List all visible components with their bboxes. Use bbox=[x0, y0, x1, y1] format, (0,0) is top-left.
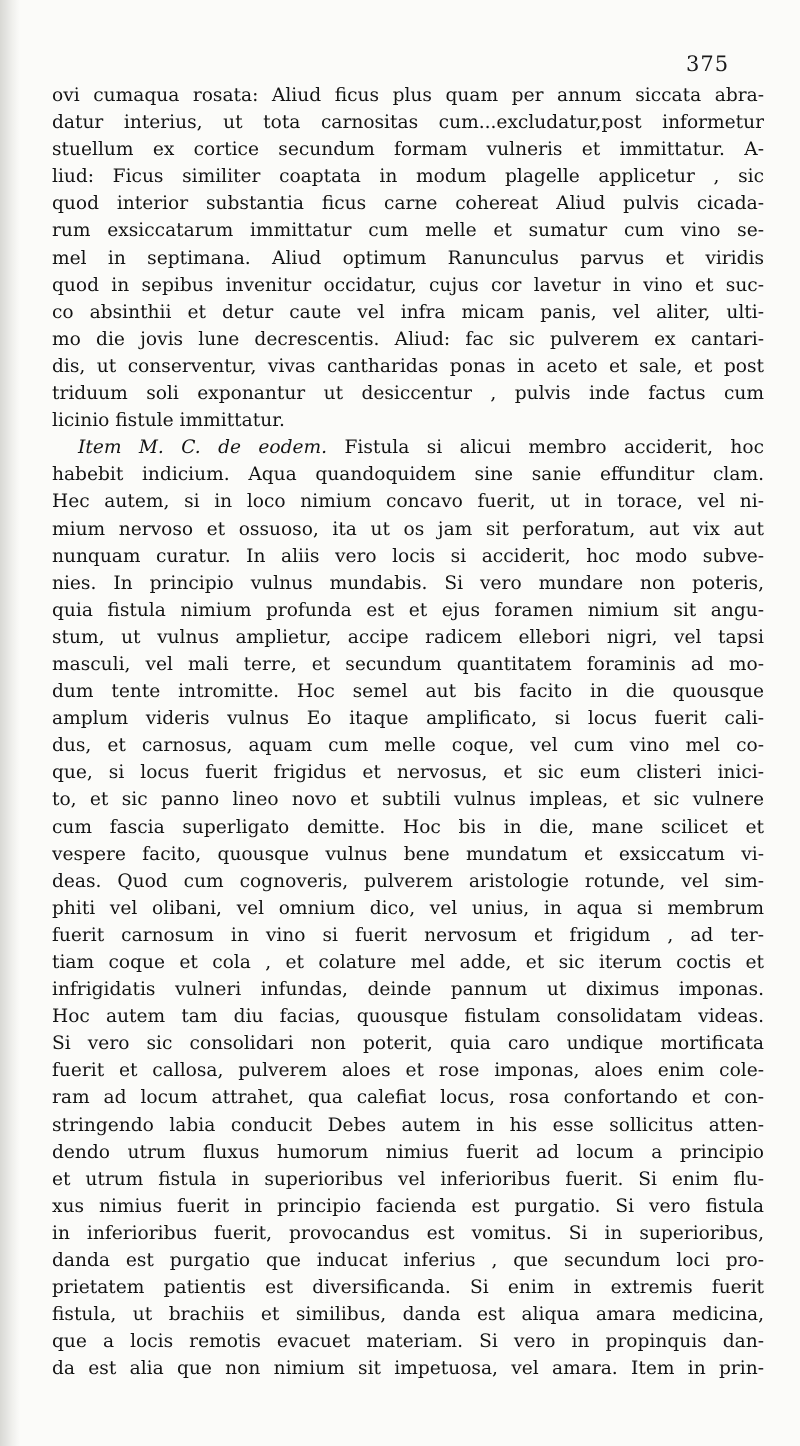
body-text bbox=[52, 82, 764, 1383]
text-line: Si vero sic consolidari non poterit, quia caro undique mortificata bbox=[52, 1033, 764, 1055]
text-line: tiam coque et cola , et colature mel adde, et sic iterum coctis et bbox=[52, 952, 764, 973]
text-line: deas. Quod cum cognoveris, pulverem aristologie rotunde, vel sim- bbox=[52, 870, 764, 892]
text-line: datur interius, ut tota carnositas cum...excludatur,post informetur bbox=[52, 112, 764, 134]
text-line: ram ad locum attrahet, qua calefiat locus, rosa confortando et con- bbox=[52, 1087, 764, 1109]
text-line: dis, ut conserventur, vivas cantharidas ponas in aceto et sale, et post bbox=[52, 355, 764, 377]
text-line: mium nervoso et ossuoso, ita ut os jam sit perforatum, aut vix aut bbox=[52, 518, 764, 540]
page-gutter-shadow bbox=[0, 0, 20, 1446]
text-line: Hoc autem tam diu facias, quousque fistulam consolidatam videas. bbox=[52, 1006, 764, 1028]
text-line: fistula, ut brachiis et similibus, danda est aliqua amara medicina, bbox=[52, 1304, 764, 1326]
text-line: nies. In principio vulnus mundabis. Si vero mundare non poteris, bbox=[52, 572, 764, 594]
text-line: fuerit et callosa, pulverem aloes et rose imponas, aloes enim cole- bbox=[52, 1060, 764, 1082]
text-line: infrigidatis vulneri infundas, deinde pannum ut diximus imponas. bbox=[52, 979, 764, 1001]
text-line: que, si locus fuerit frigidus et nervosus, et sic eum clisteri inici- bbox=[52, 762, 764, 784]
text-line: liud: Ficus similiter coaptata in modum plagelle applicetur , sic bbox=[52, 166, 764, 188]
text-line: co absinthii et detur caute vel infra micam panis, vel aliter, ulti- bbox=[52, 301, 764, 323]
heading-line-text: Fistula si alicui membro acciderit, hoc bbox=[344, 437, 764, 459]
section-heading-line bbox=[52, 434, 764, 461]
text-line: fuerit carnosum in vino si fuerit nervosum et frigidum , ad ter- bbox=[52, 924, 764, 946]
text-line: in inferioribus fuerit, provocandus est vomitus. Si in superioribus, bbox=[52, 1222, 764, 1244]
text-line: dum tente intromitte. Hoc semel aut bis facito in die quousque bbox=[52, 681, 764, 703]
text-line: licinio fistule immittatur. bbox=[52, 410, 285, 432]
text-line: nunquam curatur. In aliis vero locis si acciderit, hoc modo subve- bbox=[52, 545, 764, 567]
text-line: ovi cumaqua rosata: Aliud ficus plus quam per annum siccata abra- bbox=[52, 85, 764, 106]
text-line: da est alia que non nimium sit impetuosa, vel amara. Item in prin- bbox=[52, 1358, 764, 1380]
text-line: mo die jovis lune decrescentis. Aliud: fac sic pulverem ex cantari- bbox=[52, 328, 764, 350]
text-line: amplum videris vulnus Eo itaque amplificato, si locus fuerit cali- bbox=[52, 708, 764, 730]
text-line: triduum soli exponantur ut desiccentur , pulvis inde factus cum bbox=[52, 383, 764, 405]
text-line: dendo utrum fluxus humorum nimius fuerit ad locum a principio bbox=[52, 1141, 764, 1163]
text-line: to, et sic panno lineo novo et subtili vulnus impleas, et sic vulnere bbox=[52, 789, 764, 811]
text-line: stuellum ex cortice secundum formam vulneris et immittatur. A- bbox=[52, 139, 764, 161]
text-line: xus nimius fuerit in principio facienda est purgatio. Si vero fistula bbox=[52, 1195, 764, 1217]
text-line: masculi, vel mali terre, et secundum quantitatem foraminis ad mo- bbox=[52, 653, 764, 675]
text-line: quod in sepibus invenitur occidatur, cujus cor lavetur in vino et suc- bbox=[52, 274, 764, 296]
section-heading: Item M. C. de eodem. bbox=[78, 437, 328, 459]
text-line: rum exsiccatarum immittatur cum melle et sumatur cum vino se- bbox=[52, 220, 764, 242]
text-line: quod interior substantia ficus carne cohereat Aliud pulvis cicada- bbox=[52, 193, 764, 215]
text-line: quia fistula nimium profunda est et ejus foramen nimium sit angu- bbox=[52, 599, 764, 621]
text-line: cum fascia superligato demitte. Hoc bis in die, mane scilicet et bbox=[52, 816, 764, 838]
text-line: dus, et carnosus, aquam cum melle coque, vel cum vino mel co- bbox=[52, 735, 764, 757]
text-line: danda est purgatio que inducat inferius , que secundum loci pro- bbox=[52, 1250, 764, 1272]
text-line: mel in septimana. Aliud optimum Ranunculus parvus et viridis bbox=[52, 247, 764, 269]
text-line: Hec autem, si in loco nimium concavo fuerit, ut in torace, vel ni- bbox=[52, 491, 764, 513]
text-line: et utrum fistula in superioribus vel inferioribus fuerit. Si enim flu- bbox=[52, 1168, 764, 1190]
text-line: stum, ut vulnus amplietur, accipe radicem ellebori nigri, vel tapsi bbox=[52, 626, 764, 648]
text-line: que a locis remotis evacuet materiam. Si vero in propinquis dan- bbox=[52, 1331, 764, 1353]
text-line: stringendo labia conducit Debes autem in his esse sollicitus atten- bbox=[52, 1114, 764, 1136]
page-number: 375 bbox=[686, 52, 730, 76]
text-line: habebit indicium. Aqua quandoquidem sine sanie effunditur clam. bbox=[52, 464, 764, 486]
text-line: vespere facito, quousque vulnus bene mundatum et exsiccatum vi- bbox=[52, 843, 764, 865]
text-line: prietatem patientis est diversificanda. Si enim in extremis fuerit bbox=[52, 1277, 764, 1299]
text-line: phiti vel olibani, vel omnium dico, vel unius, in aqua si membrum bbox=[52, 897, 764, 919]
